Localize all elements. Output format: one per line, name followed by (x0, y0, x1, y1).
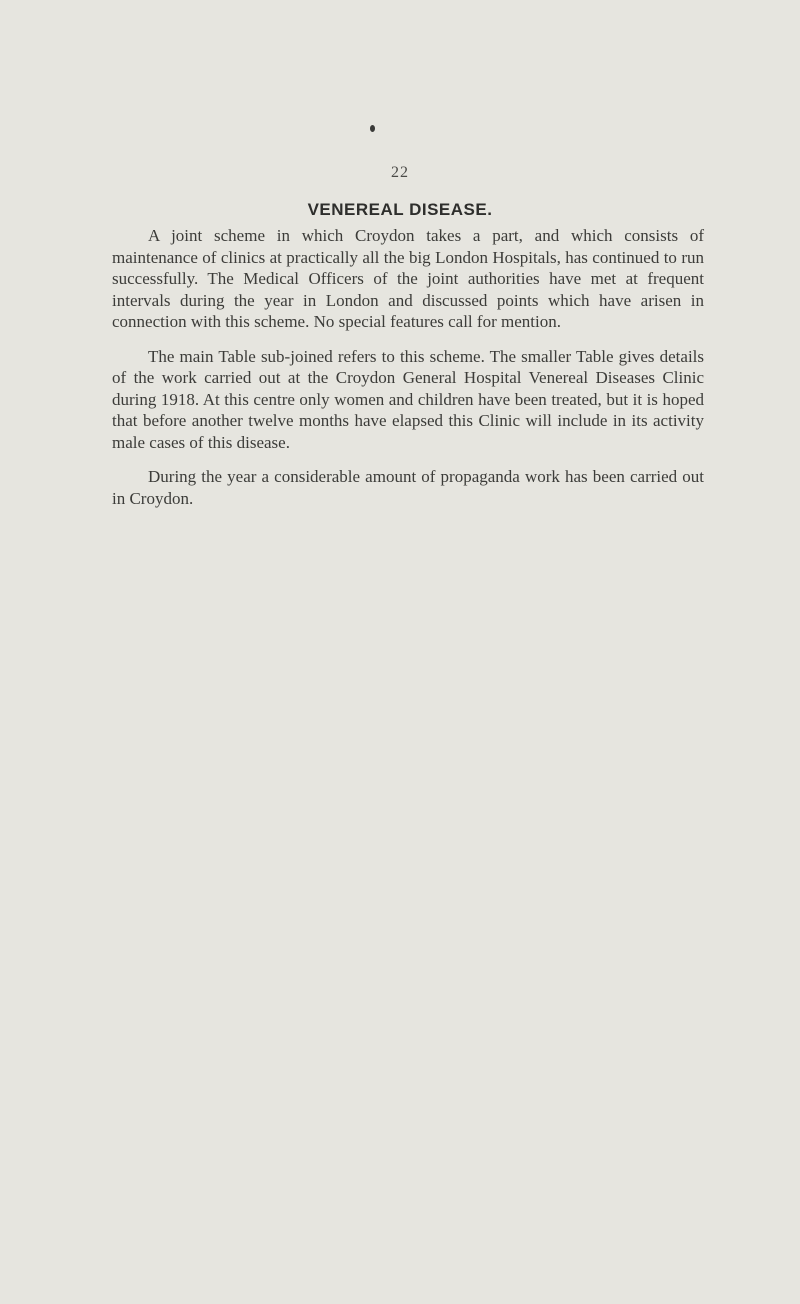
page-number: 22 (391, 164, 409, 181)
body-text (112, 225, 704, 522)
paragraph-2: The main Table sub-joined refers to this scheme. The smaller Table gives details of the work carried out at the Croydon General Hospital Venereal Diseases Clinic during 1918. At this centre only women and children have been treated, but it is hoped that before another twelve months have elapsed this Clinic will include in its activity male cases of this disease. (112, 346, 704, 452)
paragraph-1: A joint scheme in which Croydon takes a part, and which consists of maintenance of clinics at practically all the big London Hospitals, has continued to run successfully. The Medical Officers of the joint authorities have met at frequent intervals during the year in London and discussed points which have arisen in connection with this scheme. No special features call for mention. (112, 226, 704, 331)
section-heading: VENEREAL DISEASE. (307, 200, 493, 219)
paragraph-3: During the year a considerable amount of propaganda work has been carried out in Croydon. (112, 467, 704, 508)
ink-speck (370, 125, 375, 132)
